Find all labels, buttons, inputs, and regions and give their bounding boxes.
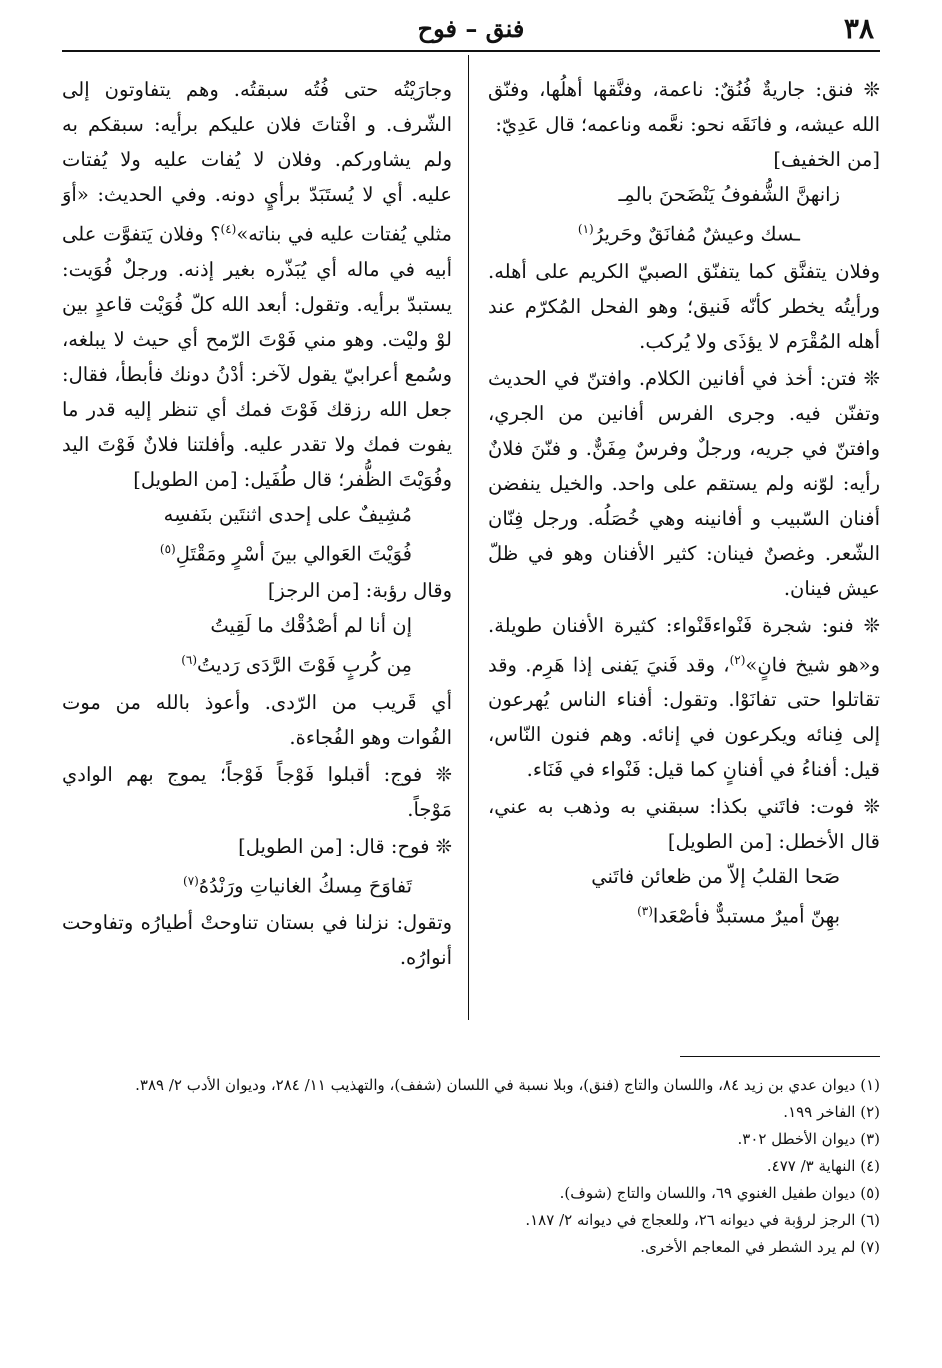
entry-paragraph (62, 573, 452, 608)
entry-text: زانهنَّ الشُّفوفُ يَنْضَحنَ بالمِـ (618, 183, 840, 206)
verse-line (62, 497, 452, 532)
page-header (62, 8, 880, 46)
footnote: (٣) ديوان الأخطل ٣٠٢. (737, 1130, 880, 1148)
entry-paragraph (488, 608, 880, 788)
page-number: ٣٨ (843, 12, 874, 45)
entry-text-continued: ، وقد فَنيَ يَفنى إذا هَرِم. وقد تقاتلوا حتى تفانَوْا. وتقول: أفناء الناس يُهرعون إلى فِنائه ويكرعون في إنائه. وهم فنون النّاس، قيل: أفناءُ في أفنانٍ كما قيل: فَنْواء في فَنَاء. (488, 653, 880, 781)
entry-text: تَفاوَحَ مِسكُ الغانياتِ ورَنْدُهُ (198, 874, 412, 897)
entry-paragraph (62, 757, 452, 827)
entry-text: أي قَريب من الرّدى. وأعوذ بالله من موت الفُوات وهو الفُجاءة. (62, 690, 452, 749)
footnote: (٦) الرجز لرؤبة في ديوانه ٢٦، وللعجاج في ديوانه ٢/ ١٨٧. (525, 1211, 880, 1229)
left-column (62, 70, 452, 975)
footnote-marker: (٢) (729, 652, 746, 667)
verse-line (488, 177, 880, 212)
verse-line (488, 212, 880, 252)
entry-text: ❊ فنق: جاريةٌ فُنُقٌ: ناعمة، وفنَّقها أهلُها، وفنّق الله عيشه، و فانَقَه نحو: نعَّمه وناعمه؛ قال عَدِيّ: (488, 78, 880, 136)
footnote: (٥) ديوان طفيل الغنوي ٦٩، واللسان والتاج (شوف). (559, 1184, 880, 1202)
footnotes (62, 1072, 880, 1261)
entry-text: ❊ فتن: أخذ في أفانين الكلام. وافتنّ في الحديث وتفنّن فيه. وجرى الفرس أفانين من الجري، وافتنّ في جريه، ورجلٌ وفرسٌ مِفَنٌّ. و فنّنَ فلانٌ رأيه: لوّنه ولم يستقم على واحد. والخيل ينفضن أفنان السّبيب و أفانينه وهي خُصَلُه. ورجل فِنّان الشّعر. وغصنٌ فينان: كثير الأفنان وهو في ظلّ عيش فينان. (488, 366, 880, 600)
footnote-marker: (٦) (181, 653, 198, 667)
footnote-rule (680, 1056, 880, 1057)
entry-paragraph (488, 361, 880, 606)
footnote: (١) ديوان عدي بن زيد ٨٤، واللسان والتاج (فنق)، وبلا نسبة في اللسان (شفف)، والتهذيب ١١/ ٢٨٤، وديوان الأدب ٢/ ٣٨٩. (135, 1076, 880, 1094)
verse-line (62, 608, 452, 643)
entry-text-continued: ؟ وفلان يَتفوَّت على أبيه في ماله أي يُبَذّره بغير إذنه. ورجلٌ فُوَيت: يستبدّ برأيه. وتقول: أبعد الله كلّ فُوَيْت قاعدٍ بين لوْ وليْت. وهو مني فَوْتَ الرّمح أي حيث لا يبلغه، وسُمع أعرابيّ يقول لآخر: أدْنُ دونك فأبطأ، فقال: جعل الله رزقك فَوْتَ فمك أي تنظر إليه قدر ما يفوت فمك ولا تقدر عليه. وأفلتنا فلانٌ فَوْتَ اليد وفُوَيْتَ الظُّفر؛ قال طُفَيل: [من الطويل] (62, 222, 452, 491)
footnote-marker: (٣) (637, 904, 653, 918)
entry-text: صَحا القلبُ إلاّ من ظعائن فاتَني (591, 865, 840, 888)
column-divider (468, 55, 469, 1020)
footnote-marker: (٥) (159, 541, 176, 556)
verse-line (62, 532, 452, 572)
entry-text: بهِنّ أميرٌ مستبدٌّ فأصْعَدا (652, 904, 840, 928)
footnote-marker: (١) (577, 222, 594, 236)
entry-paragraph (488, 72, 880, 142)
footnote: (٤) النهاية ٣/ ٤٧٧. (766, 1157, 880, 1175)
entry-text: وجارَيْتُه حتى فُتُه سبقتُه. وهم يتفاوتون إلى الشّرف. و افْتاتَ فلان عليكم برأيه: سبقكم به ولم يشاوركم. وفلان لا يُفات عليه ولا يُفتات عليه. أي لا يُستَبَدّ برأيٍ دونه. وفي الحديث: «أوَ مثلي يُفتات عليه في بناته» (62, 78, 452, 246)
entry-text: ❊ فنو: شجرة فَنْواءقَنْواء: كثيرة الأفنان طويلة. و«هو شيخ فانٍ» (488, 613, 880, 676)
entry-text: ❊ فوح: قال: [من الطويل] (238, 834, 452, 858)
entry-paragraph (62, 905, 452, 975)
footnote: (٧) لم يرد الشطر في المعاجم الأخرى. (640, 1238, 880, 1256)
footnote-marker: (٤) (220, 222, 237, 236)
entry-paragraph (488, 789, 880, 859)
header-rule (62, 50, 880, 52)
page-title: فنق – فوح (417, 14, 525, 43)
verse-line (488, 859, 880, 894)
entry-text: ـسك وعيشٌ مُفانَقٌ وحَريرُ (593, 222, 800, 246)
entry-text: وفلان يتفنَّق كما يتفنّق الصبيّ الكريم على أهله. ورأيتُه يخطر كأنّه فَنيق؛ وهو الفحل المُكرّم عند أهله المُقْرَم لا يؤذَى ولا يُركب. (488, 259, 880, 353)
entry-text: فُوَيْتَ العَوالي بينَ أسْرٍ ومَقْتَلِ (175, 542, 412, 565)
footnote-marker: (٧) (183, 873, 199, 888)
verse-line (488, 894, 880, 934)
verse-line (62, 864, 452, 904)
entry-text: وتقول: نزلنا في بستان تناوحتْ أطيارُه وتفاوحت أنوارُه. (62, 911, 452, 969)
meter-label (488, 142, 880, 177)
entry-text: ❊ فوج: أقبلوا فَوْجاً فَوْجاً؛ يموج بهم الوادي مَوْجاً. (62, 762, 452, 821)
entry-text: [من الخفيف] (773, 148, 880, 171)
entry-text: مِن كُربٍ فَوْتَ الرَّدَى رَديتُ (197, 653, 412, 677)
right-column (488, 70, 880, 934)
entry-text: إن أنا لم أصْدُقْك ما لَقِيتُ (210, 614, 412, 637)
entry-text: ❊ فوت: فاتَني بكذا: سبقني به وذهب به عني، قال الأخطل: [من الطويل] (488, 795, 880, 853)
entry-paragraph (488, 254, 880, 359)
verse-line (62, 643, 452, 683)
entry-text: مُشِيفٌ على إحدى اثنتَين بنَفسِه (163, 502, 412, 526)
entry-text: وقال رؤبة: [من الرجز] (267, 579, 452, 602)
footnote: (٢) الفاخر ١٩٩. (783, 1103, 880, 1121)
entry-paragraph (62, 72, 452, 497)
entry-paragraph (62, 829, 452, 864)
entry-paragraph (62, 685, 452, 755)
